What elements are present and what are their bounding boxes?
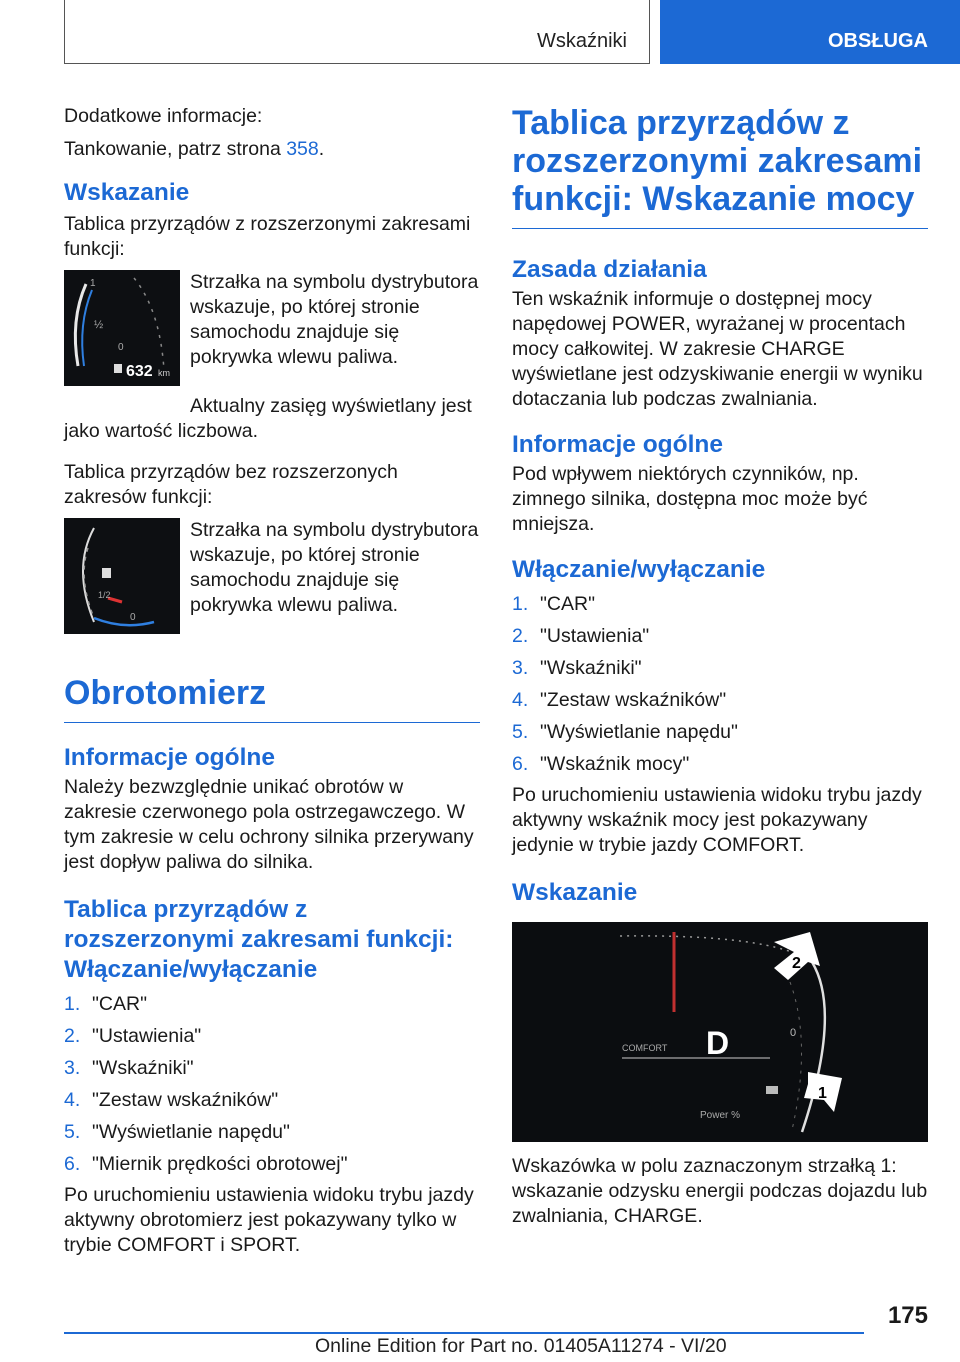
list-item: 4. "Zestaw wskaźników" — [64, 1089, 279, 1111]
figure-fuel-standard — [64, 518, 480, 634]
svg-text:2: 2 — [792, 955, 801, 972]
range-description-a: Aktualny zasięg wyświetlany jest — [190, 395, 472, 417]
svg-text:½: ½ — [94, 319, 104, 331]
svg-text:1: 1 — [818, 1085, 827, 1102]
header-section-box — [64, 0, 650, 64]
list-item: 1. "CAR" — [512, 593, 596, 615]
left-column — [64, 104, 480, 1258]
paragraph-standard-cluster: Tablica przyrządów bez rozszerzonych zakresów funkcji: — [64, 461, 398, 508]
svg-text:D: D — [706, 1025, 730, 1061]
footer-edition: Online Edition for Part no. 01405A11274 - VI/20 — [315, 1335, 727, 1357]
fuel-gauge-image-extended — [64, 270, 180, 386]
svg-text:632: 632 — [126, 363, 153, 380]
list-item: 5. "Wyświetlanie napędu" — [64, 1121, 290, 1143]
additional-info-label: Dodatkowe informacje: — [64, 105, 263, 127]
list-item: 5. "Wyświetlanie napędu" — [512, 721, 738, 743]
paragraph-charge-description: Wskazówka w polu zaznaczonym strzałką 1: wskazanie odzysku energii podczas dojazdu lub zwalniania, CHARGE. — [512, 1155, 928, 1227]
heading-wskazanie: Wskazanie — [64, 179, 190, 206]
paragraph-extended-cluster: Tablica przyrządów z rozszerzonymi zakresami funkcji: — [64, 213, 471, 260]
paragraph-power-general: Pod wpływem niektórych czynników, np. zimnego silnika, dostępna moc może być mniejsza. — [512, 463, 868, 535]
tachometer-steps-list — [64, 992, 480, 1177]
svg-text:COMFORT: COMFORT — [622, 1043, 668, 1053]
paragraph-tachometer-warning: Należy bezwzględnie unikać obrotów w zakresie czerwonego pola ostrzegawczego. W tym zakresie w celu ochrony silnika przerywany jest dopływ paliwa do silnika. — [64, 776, 474, 873]
list-item: 2. "Ustawienia" — [512, 625, 650, 647]
heading-tachometer-toggle: Tablica przyrządów z rozszerzonymi zakresami funkcji: Włączanie/wyłączanie — [64, 896, 454, 983]
refuel-reference: Tankowanie, patrz strona 358. — [64, 138, 325, 160]
list-item: 1. "CAR" — [64, 993, 148, 1015]
header-section-title: Wskaźniki — [536, 30, 627, 52]
heading-wlaczanie-wylaczanie: Włączanie/wyłączanie — [512, 556, 766, 583]
figure-fuel-extended — [64, 270, 480, 386]
svg-text:0: 0 — [130, 612, 136, 623]
right-column — [512, 104, 928, 1229]
power-steps-list — [512, 592, 928, 777]
page-number: 175 — [887, 1302, 928, 1329]
paragraph-power-mode: Po uruchomieniu ustawienia widoku trybu jazdy aktywny wskaźnik mocy jest pokazywany jedynie w trybie jazdy COMFORT. — [512, 784, 922, 856]
fuel-arrow-description-2: Strzałka na symbolu dystrybutora wskazuje, po której stronie samochodu znajduje się pokrywka wlewu paliwa. — [190, 519, 479, 616]
list-item: 3. "Wskaźniki" — [64, 1057, 194, 1079]
power-display-image — [512, 922, 928, 1142]
heading-informacje-ogolne-right: Informacje ogólne — [512, 431, 724, 458]
svg-text:0: 0 — [790, 1027, 797, 1039]
heading-wskazanie-right: Wskazanie — [512, 879, 638, 906]
header-chapter-label: OBSŁUGA — [828, 30, 928, 52]
heading-informacje-ogolne-left: Informacje ogólne — [64, 744, 276, 771]
list-item: 6. "Wskaźnik mocy" — [512, 753, 690, 775]
svg-text:1: 1 — [90, 278, 96, 289]
list-item: 3. "Wskaźniki" — [512, 657, 642, 679]
fuel-arrow-description-1: Strzałka na symbolu dystrybutora wskazuje, po której stronie samochodu znajduje się pokrywka wlewu paliwa. — [190, 271, 479, 368]
svg-text:0: 0 — [118, 342, 124, 353]
list-item: 2. "Ustawienia" — [64, 1025, 202, 1047]
heading-zasada-dzialania: Zasada działania — [512, 256, 707, 283]
page-link-358[interactable]: 358 — [286, 138, 319, 160]
svg-text:Power %: Power % — [700, 1110, 741, 1121]
svg-text:1/2: 1/2 — [98, 590, 111, 600]
fuel-gauge-image-standard — [64, 518, 180, 634]
range-description-b: jako wartość liczbowa. — [64, 420, 258, 442]
list-item: 6. "Miernik prędkości obrotowej" — [64, 1153, 348, 1175]
header-chapter-tab[interactable] — [660, 0, 960, 64]
heading-obrotomierz: Obrotomierz — [64, 674, 480, 723]
list-item: 4. "Zestaw wskaźników" — [512, 689, 727, 711]
svg-text:km: km — [158, 368, 170, 378]
paragraph-tachometer-mode: Po uruchomieniu ustawienia widoku trybu jazdy aktywny obrotomierz jest pokazywany tylko w trybie COMFORT i SPORT. — [64, 1184, 474, 1256]
heading-power-display: Tablica przyrządów z rozszerzonymi zakresami funkcji: Wskazanie mocy — [512, 104, 928, 229]
paragraph-power-principle: Ten wskaźnik informuje o dostępnej mocy napędowej POWER, wyrażanej w procentach mocy całkowitej. W zakresie CHARGE wyświetlane jest odzyskiwanie energii w wyniku dotaczania lub podczas zwalniania. — [512, 288, 923, 410]
footer-divider — [64, 1332, 864, 1334]
